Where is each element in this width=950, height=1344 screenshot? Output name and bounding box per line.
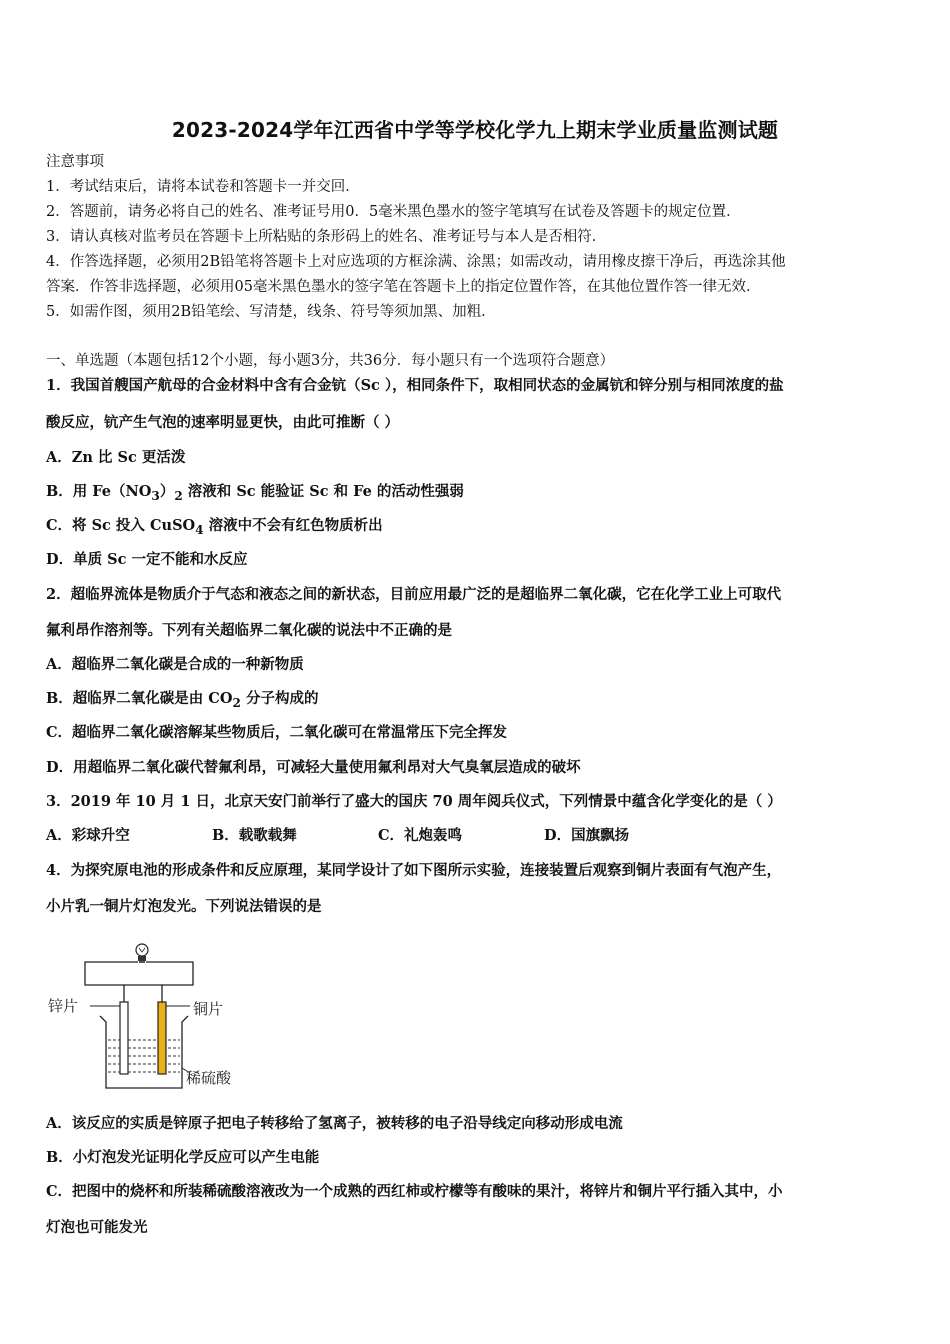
galvanic-cell-figure	[48, 940, 248, 1090]
question-3-options	[46, 827, 710, 845]
zinc-label: 锌片	[48, 997, 79, 1015]
notice-item: 2．答题前，请务必将自己的姓名、准考证号用0．5毫米黑色墨水的签字笔填写在试卷及答题卡的规定位置．	[46, 204, 741, 220]
question-4-stem-cont: 小片乳一铜片灯泡发光。下列说法错误的是	[46, 898, 322, 915]
question-3-option-c: C．礼炮轰鸣	[378, 827, 463, 844]
question-2-option-c: C．超临界二氧化碳溶解某些物质后，二氧化碳可在常温常压下完全挥发	[46, 724, 508, 741]
question-3-option-a: A．彩球升空	[46, 827, 130, 844]
question-1-option-d: D．单质 Sc 一定不能和水反应	[46, 551, 248, 568]
question-1-stem: 1．我国首艘国产航母的合金材料中含有合金钪（Sc ），相同条件下，取相同状态的金属钪和锌分别与相同浓度的盐	[46, 377, 784, 394]
question-4-option-c: C．把图中的烧杯和所装稀硫酸溶液改为一个成熟的西红柿或柠檬等有酸味的果汁，将锌片和铜片平行插入其中，小	[46, 1183, 783, 1200]
notice-item: 5．如需作图，须用2B铅笔绘、写清楚，线条、符号等须加黑、加粗．	[46, 304, 496, 320]
question-3-option-b: B．载歌载舞	[212, 827, 297, 844]
question-4-option-a: A．该反应的实质是锌原子把电子转移给了氢离子，被转移的电子沿导线定向移动形成电流	[46, 1115, 623, 1132]
question-1-option-b: B．用 $Fe(NO_3)_2$ 溶液和 Sc 能验证 Sc 和 Fe 的活动性强弱	[46, 483, 464, 503]
question-1-option-a: A．Zn 比 Sc 更活泼	[46, 449, 186, 466]
acid-label: 稀硫酸	[186, 1069, 232, 1087]
question-3-stem: 3．2019 年 10 月 1 日，北京天安门前举行了盛大的国庆 70 周年阅兵仪式，下列情景中蕴含化学变化的是（ ）	[46, 793, 782, 810]
question-1-option-c: C．将 Sc 投入 CuSO$_4$ 溶液中不会有红色物质析出	[46, 517, 383, 537]
question-2-option-b: B．超临界二氧化碳是由 $CO_2$ 分子构成的	[46, 690, 319, 710]
section-heading: 一、单选题（本题包括12个小题，每小题3分，共36分．每小题只有一个选项符合题意）	[46, 353, 615, 369]
bulb-icon	[136, 944, 148, 963]
notice-item: 4．作答选择题，必须用2B铅笔将答题卡上对应选项的方框涂满、涂黑；如需改动，请用橡皮擦干净后，再选涂其他	[46, 254, 786, 270]
question-2-stem: 2．超临界流体是物质介于气态和液态之间的新状态，目前应用最广泛的是超临界二氧化碳，它在化学工业上可取代	[46, 586, 782, 603]
question-4-option-b: B．小灯泡发光证明化学反应可以产生电能	[46, 1149, 320, 1166]
notice-item: 答案．作答非选择题，必须用05毫米黑色墨水的签字笔在答题卡上的指定位置作答，在其他位置作答一律无效．	[46, 279, 761, 295]
zinc-plate	[120, 1002, 128, 1074]
copper-label: 铜片	[193, 1000, 224, 1018]
page-title: 2023-2024学年江西省中学等学校化学九上期末学业质量监测试题	[171, 118, 779, 142]
notice-item: 1．考试结束后，请将本试卷和答题卡一并交回．	[46, 179, 360, 195]
copper-plate	[158, 1002, 166, 1074]
question-3-option-d: D．国旗飘扬	[544, 827, 630, 844]
question-1-stem-cont: 酸反应，钪产生气泡的速率明显更快，由此可推断（ ）	[46, 414, 400, 431]
question-4-stem: 4．为探究原电池的形成条件和反应原理，某同学设计了如下图所示实验，连接装置后观察到铜片表面有气泡产生，	[46, 862, 782, 879]
notice-heading: 注意事项	[46, 154, 104, 170]
notice-item: 3．请认真核对监考员在答题卡上所粘贴的条形码上的姓名、准考证号与本人是否相符．	[46, 229, 607, 245]
question-2-option-d: D．用超临界二氧化碳代替氟利昂，可减轻大量使用氟利昂对大气臭氧层造成的破坏	[46, 759, 581, 776]
question-4-option-c-cont: 灯泡也可能发光	[46, 1219, 148, 1236]
question-2-option-a: A．超临界二氧化碳是合成的一种新物质	[46, 656, 304, 673]
question-2-stem-cont: 氟利昂作溶剂等。下列有关超临界二氧化碳的说法中不正确的是	[46, 622, 452, 639]
